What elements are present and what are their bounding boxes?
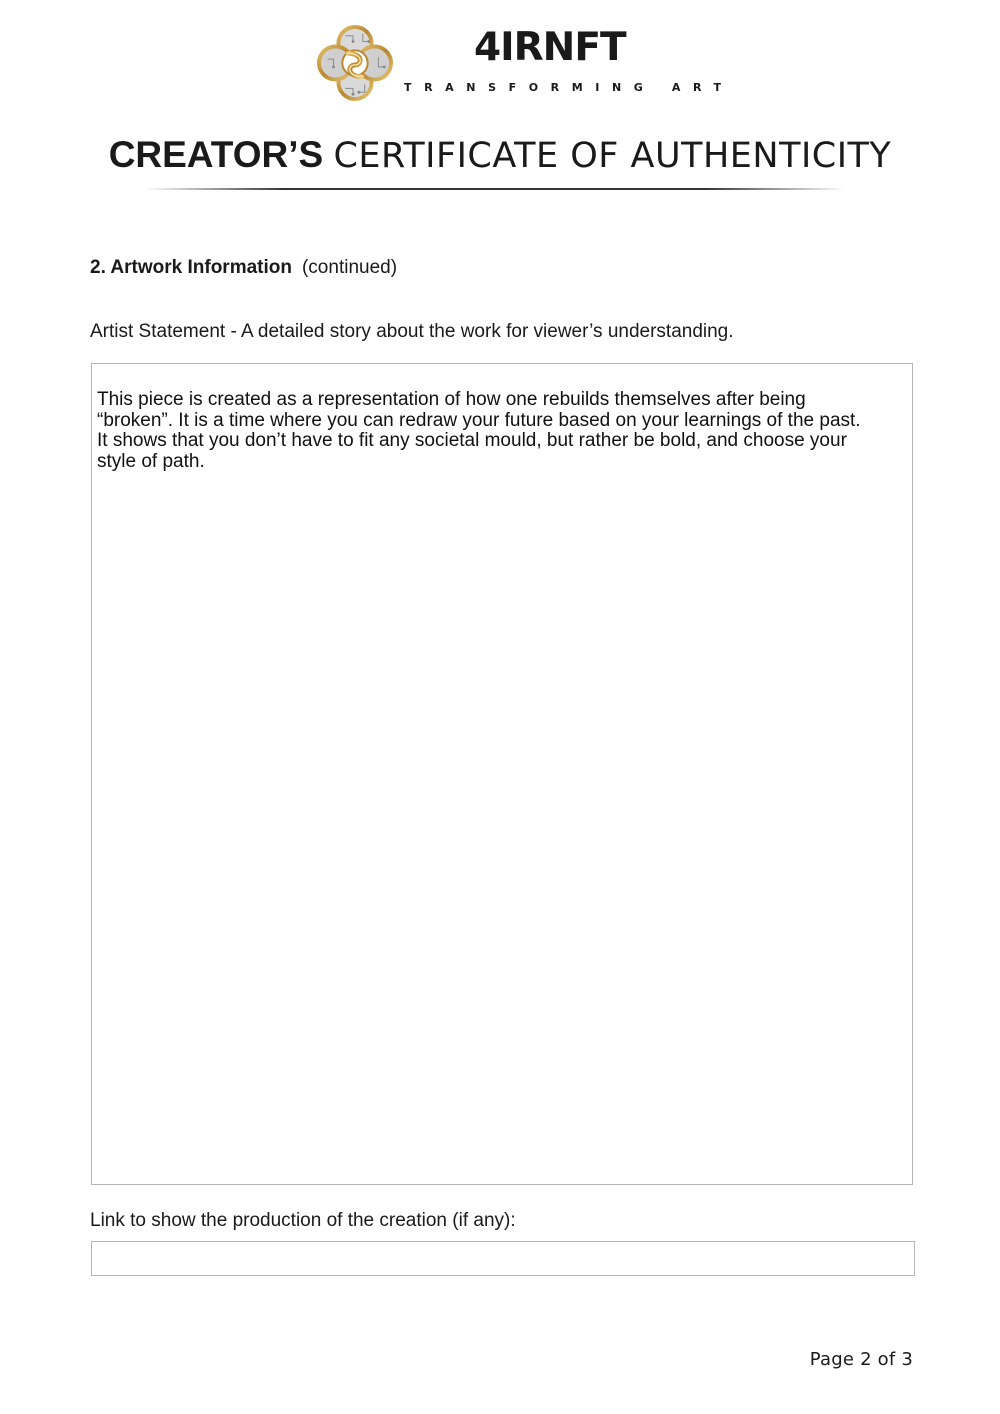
production-link-field[interactable]	[91, 1241, 915, 1276]
title-bold-part: CREATOR’S	[108, 134, 324, 175]
artist-statement-label: Artist Statement - A detailed story about the work for viewer’s understanding.	[90, 321, 734, 342]
gold-infinity-knot-logo-icon	[316, 24, 394, 102]
production-link-label: Link to show the production of the creation (if any):	[90, 1210, 516, 1231]
artist-statement-value: This piece is created as a representation of how one rebuilds themselves after being “broken”. It is a time where you can redraw your future based on your learnings of the past. It shows that you don’t have to fit any societal mould, but rather be bold, and choose your style of path.	[97, 389, 861, 472]
brand-tagline: TRANSFORMING ART	[404, 81, 734, 94]
section-continued-label: (continued)	[301, 257, 398, 278]
artist-statement-field[interactable]	[91, 363, 913, 1185]
section-title: 2. Artwork Information	[90, 257, 292, 278]
section-heading	[90, 258, 397, 277]
brand-name: 4IRNFT	[474, 25, 626, 70]
title-divider	[145, 188, 845, 190]
title-light-part: CERTIFICATE OF AUTHENTICITY	[333, 136, 892, 176]
page-number: Page 2 of 3	[809, 1349, 913, 1370]
page-title	[0, 136, 1000, 174]
